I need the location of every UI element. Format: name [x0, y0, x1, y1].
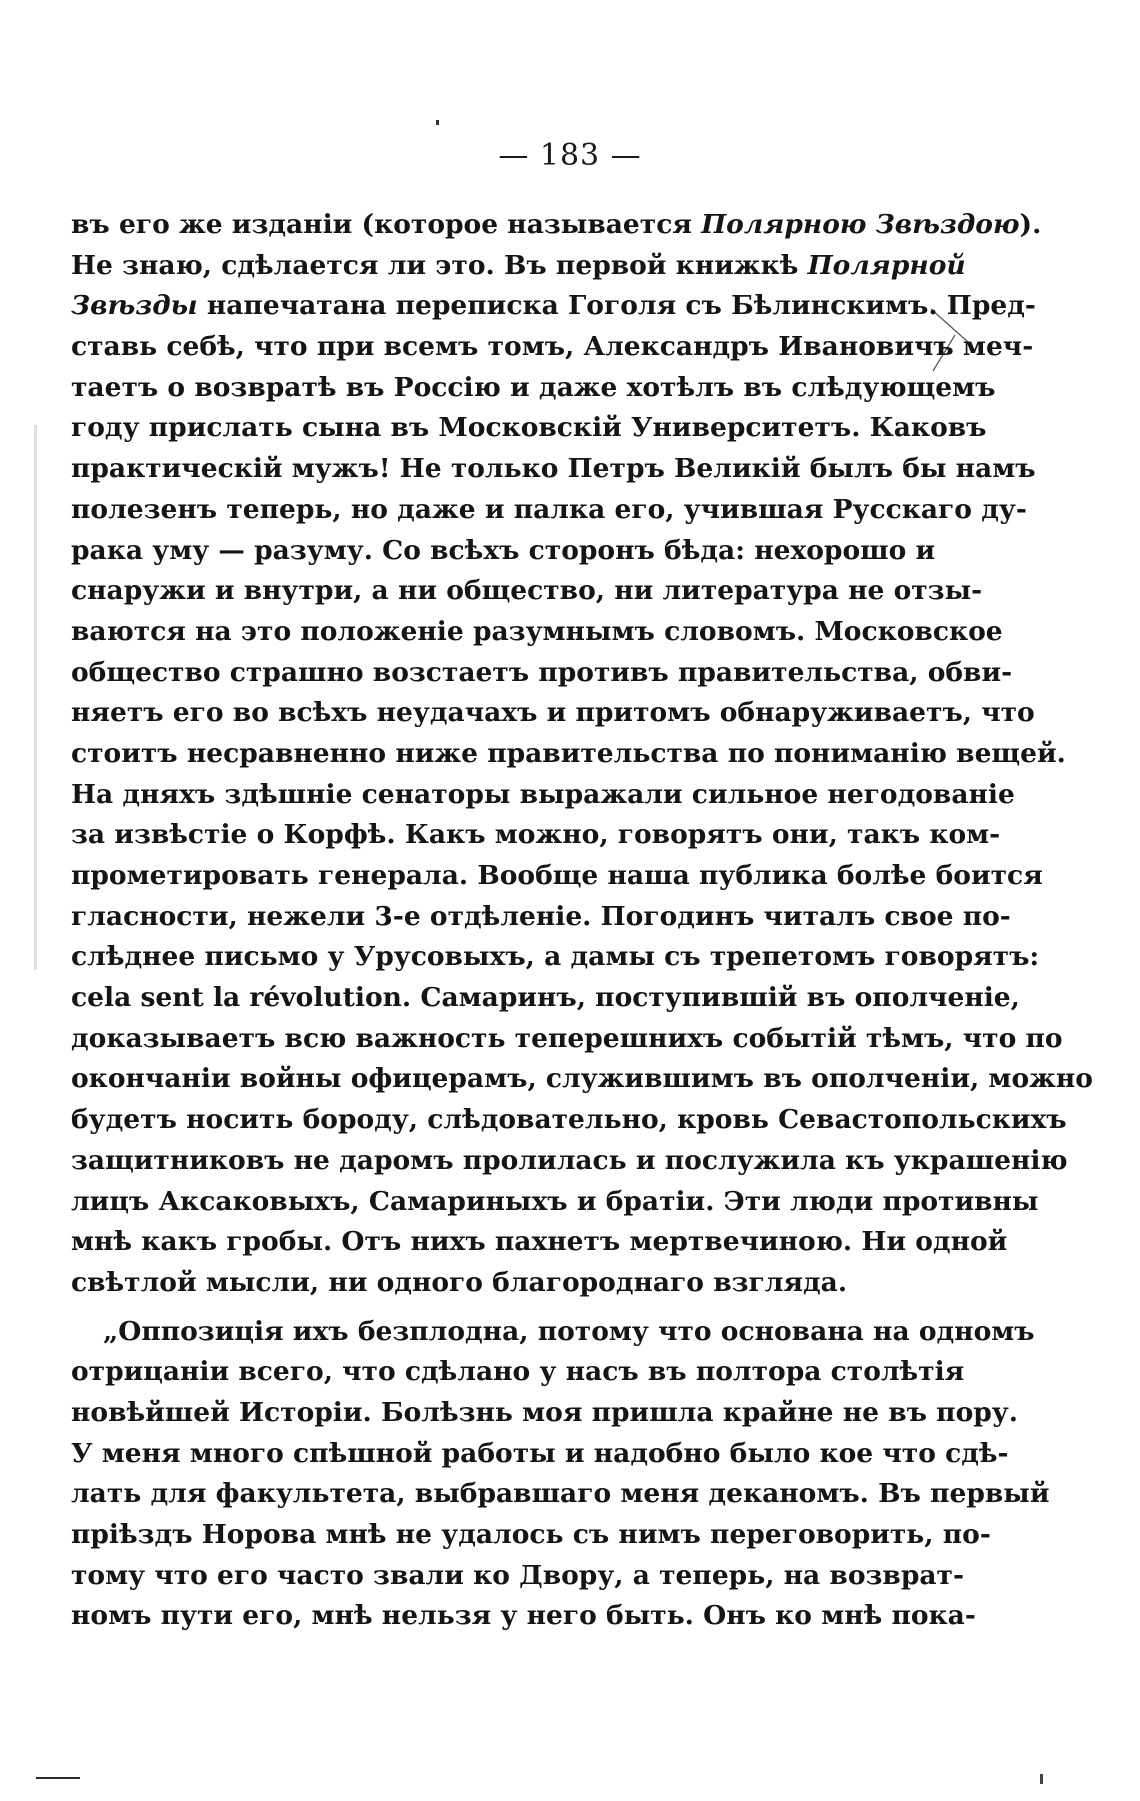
paragraph-break: [71, 1304, 889, 1312]
text-line: доказываетъ всю важность теперешнихъ событій тѣмъ, что по: [71, 1022, 1063, 1054]
text-line: таетъ о возвратѣ въ Россію и даже хотѣлъ въ слѣдующемъ: [71, 371, 996, 403]
body-text: [71, 205, 1093, 1637]
text-line: Не знаю, сдѣлается ли это. Въ первой книжкѣ Полярной: [71, 249, 966, 281]
text-line: общество страшно возстаетъ противъ правительства, обви-: [71, 656, 1013, 688]
text-line: за извѣстіе о Корфѣ. Какъ можно, говорятъ они, такъ ком-: [71, 819, 1001, 851]
text-line: будетъ носить бороду, слѣдовательно, кровь Севастопольскихъ: [71, 1104, 1067, 1136]
text-line: окончаніи войны офицерамъ, служившимъ въ ополченіи, можно: [71, 1063, 1093, 1095]
text-line: мнѣ какъ гробы. Отъ нихъ пахнетъ мертвечиною. Ни одной: [71, 1226, 1008, 1258]
text-line: лать для факультета, выбравшаго меня деканомъ. Въ первый: [71, 1478, 1050, 1510]
text-line: номъ пути его, мнѣ нельзя у него быть. Онъ ко мнѣ пока-: [71, 1600, 976, 1632]
text-line: прометировать генерала. Вообще наша публика болѣе боится: [71, 860, 1043, 891]
scan-binding-shadow: [34, 425, 37, 970]
text-line: стоитъ несравненно ниже правительства по пониманію вещей.: [71, 737, 1066, 769]
text-line: Звѣзды напечатана переписка Гоголя съ Бѣлинскимъ. Пред-: [71, 290, 1036, 322]
text-line: слѣднее письмо у Урусовыхъ, а дамы съ трепетомъ говорятъ:: [71, 941, 1040, 973]
text-line: ваются на это положеніе разумнымъ словомъ. Московское: [71, 615, 1003, 647]
text-line: няетъ его во всѣхъ неудачахъ и притомъ обнаруживаетъ, что: [71, 697, 1035, 729]
bottom-edge-mark: [1040, 1774, 1043, 1784]
text-line: У меня много спѣшной работы и надобно было кое что сдѣ-: [71, 1437, 1009, 1469]
text-line: году прислать сына въ Московскій Университетъ. Каковъ: [71, 412, 987, 444]
text-line: рака уму — разуму. Со всѣхъ сторонъ бѣда: нехорошо и: [71, 534, 936, 566]
text-line: ставь себѣ, что при всемъ томъ, Александръ Ивановичъ меч-: [71, 331, 1034, 363]
text-line: свѣтлой мысли, ни одного благороднаго взгляда.: [71, 1266, 848, 1298]
text-line: полезенъ теперь, но даже и палка его, учившая Русскаго ду-: [71, 493, 1027, 525]
page-number: — 183 —: [498, 138, 642, 173]
text-line: защитниковъ не даромъ пролилась и послужила къ украшенію: [71, 1144, 1068, 1176]
text-line: практическій мужъ! Не только Петръ Великій былъ бы намъ: [71, 453, 1036, 485]
text-line: пріѣздъ Норова мнѣ не удалось съ нимъ переговорить, по-: [71, 1519, 991, 1550]
text-line: въ его же изданіи (которое называется Полярною Звѣздою).: [71, 209, 1042, 240]
text-line: cela sent la révolution. Самаринъ, поступившій въ ополченіе,: [71, 982, 1020, 1014]
text-line: гласности, нежели 3-е отдѣленіе. Погодинъ читалъ свое по-: [71, 900, 1011, 932]
text-line: снаружи и внутри, а ни общество, ни литература не отзы-: [71, 575, 983, 607]
text-line: „Оппозиція ихъ безплодна, потому что основана на одномъ: [103, 1315, 1035, 1347]
text-line: тому что его часто звали ко Двору, а теперь, на возврат-: [71, 1559, 964, 1591]
text-line: лицъ Аксаковыхъ, Самариныхъ и братіи. Эти люди противны: [71, 1185, 1039, 1217]
bottom-edge-rule: [36, 1777, 80, 1779]
text-line: На дняхъ здѣшніе сенаторы выражали сильное негодованіе: [71, 778, 1015, 810]
print-speck: [436, 120, 439, 125]
text-line: отрицаніи всего, что сдѣлано у насъ въ полтора столѣтія: [71, 1356, 965, 1388]
text-line: новѣйшей Исторіи. Болѣзнь моя пришла крайне не въ пору.: [71, 1396, 1018, 1428]
